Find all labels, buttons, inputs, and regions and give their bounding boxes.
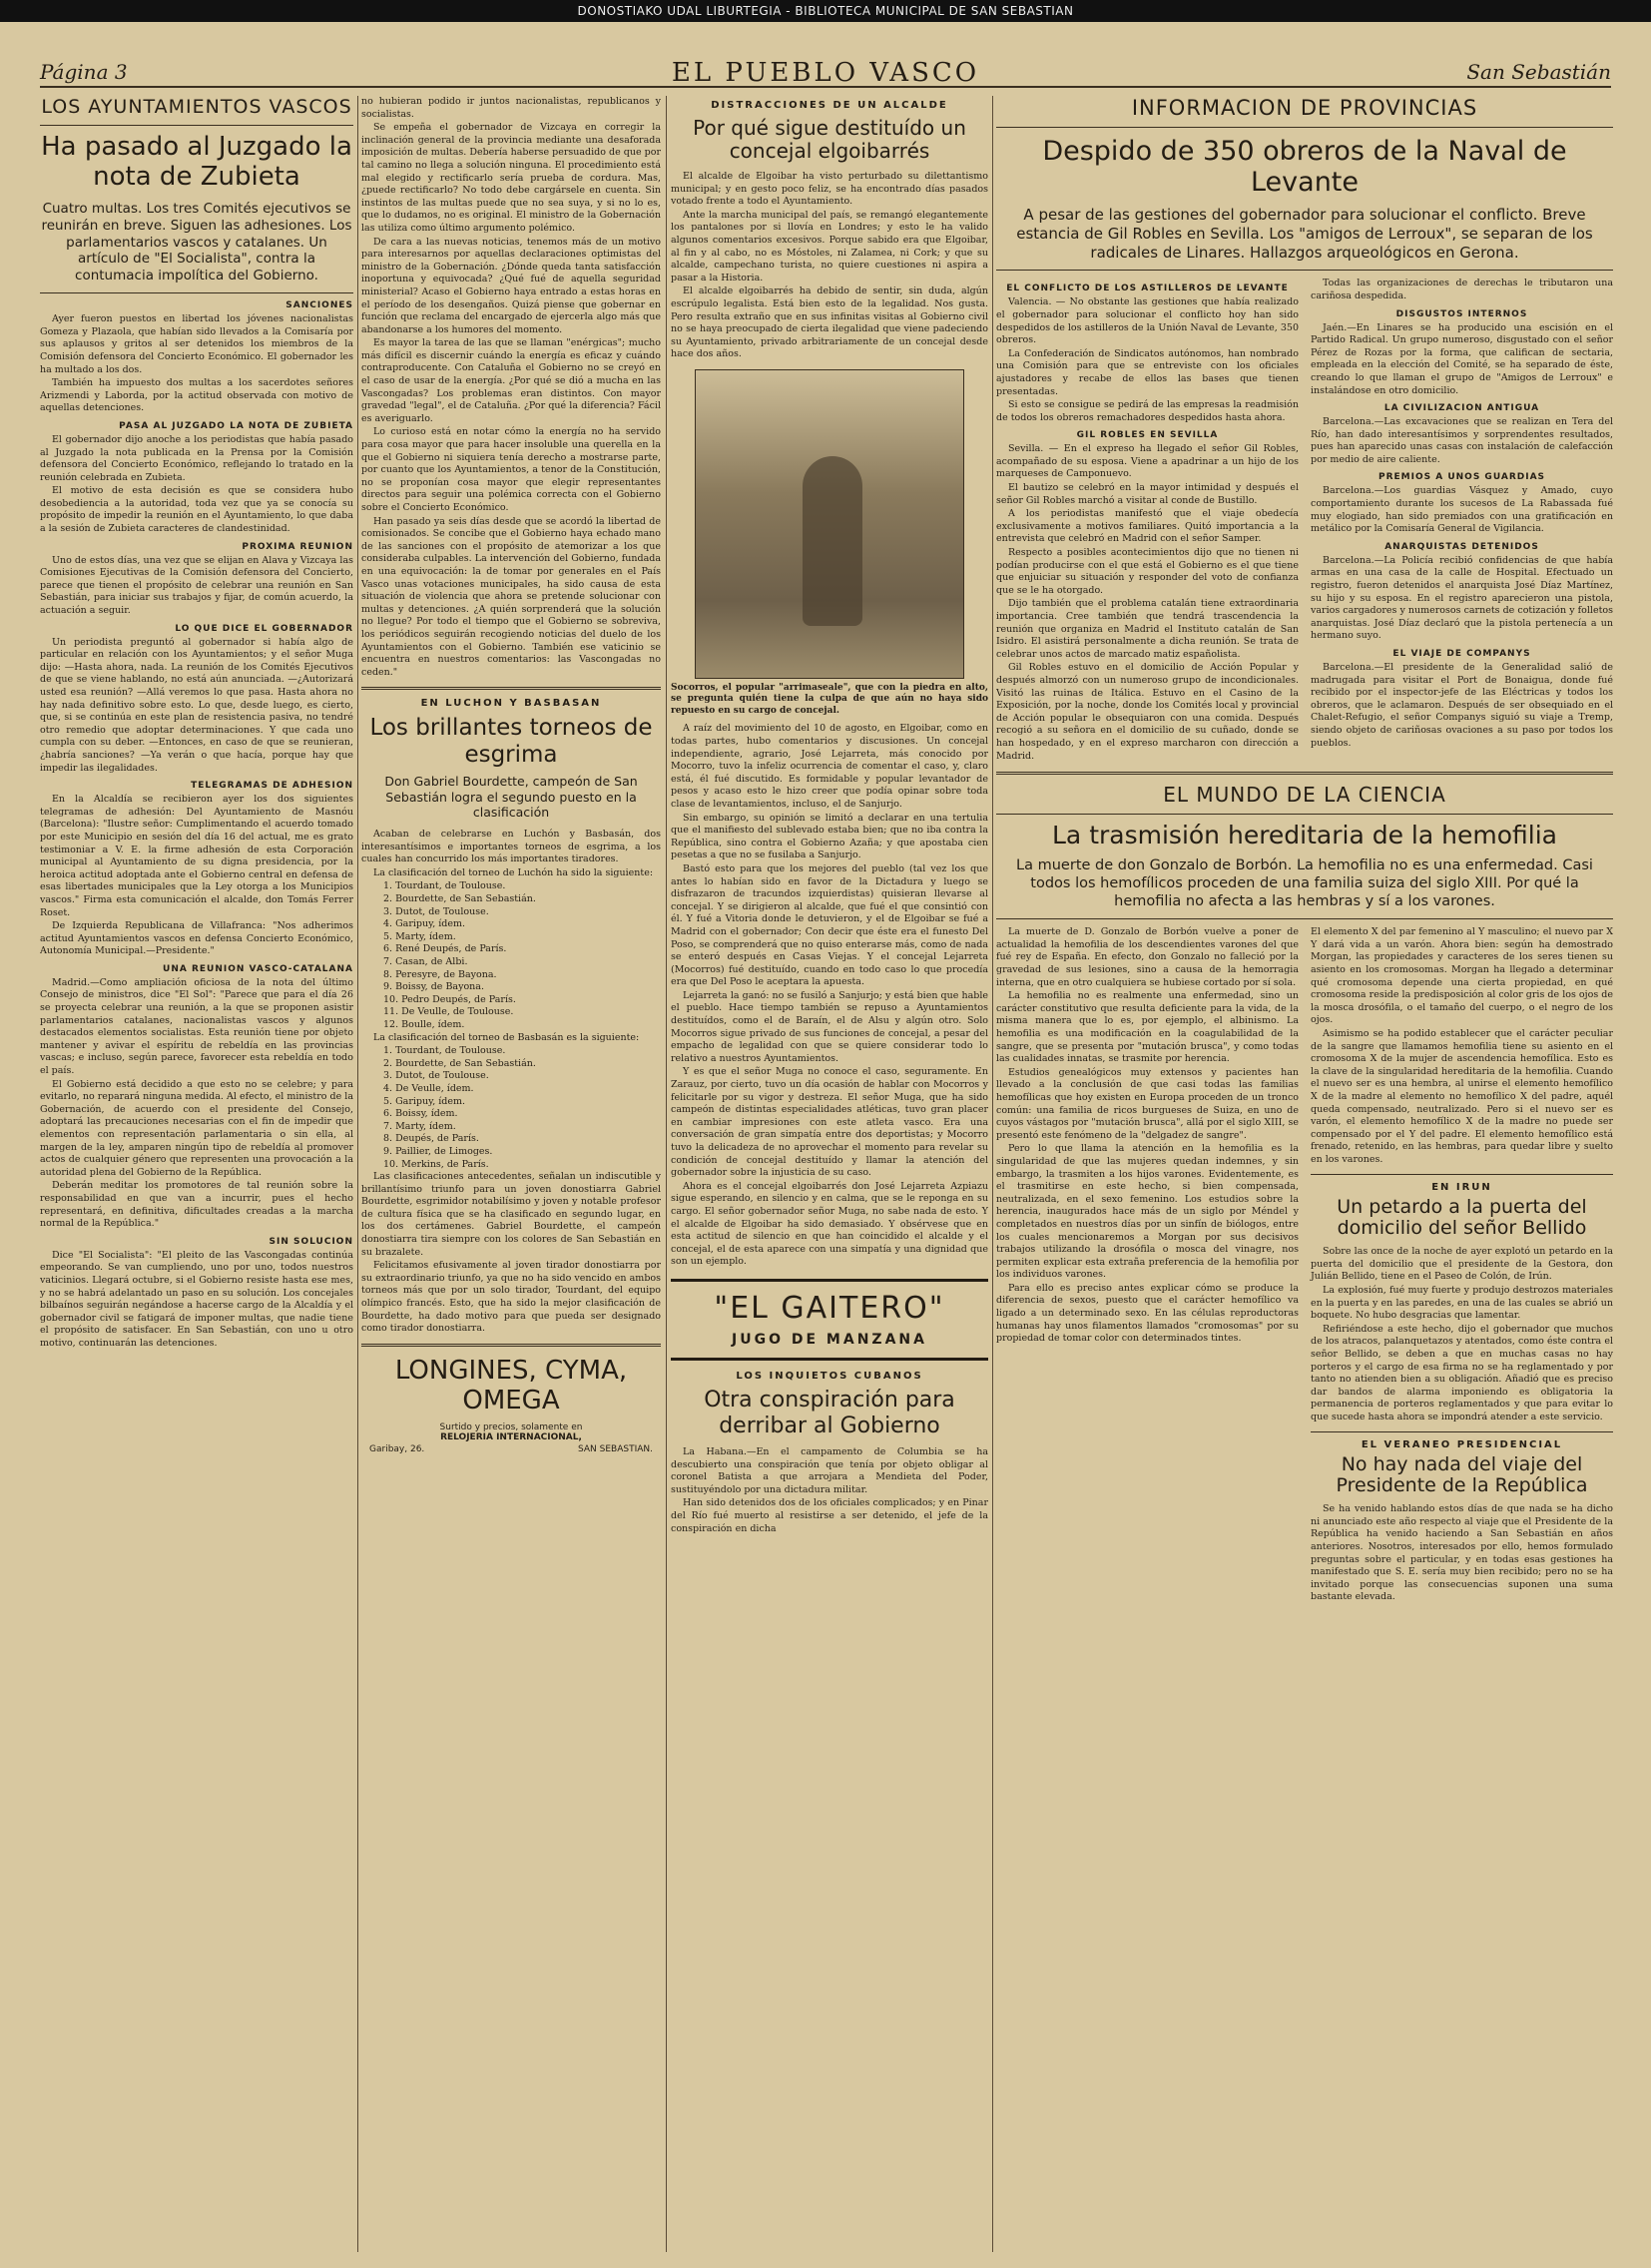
headline-concejal: Por qué sigue destituído un concejal elgoibarrés <box>693 116 966 163</box>
article-body <box>671 723 988 1269</box>
paragraph: Valencia. — No obstante las gestiones que había realizado el gobernador para solucionar el conflicto hoy han sido despedidos de los astilleros de la Unión Naval de Levante, 350 obreros. <box>996 296 1299 346</box>
page-header <box>40 58 1611 88</box>
paragraph: Sobre las once de la noche de ayer explotó un petardo en la puerta del domicilio que el presidente de la Gestora, don Julián Bellido, tiene en el Paseo de Colón, de Irún. <box>1311 1246 1613 1283</box>
subhead: SANCIONES <box>285 300 353 311</box>
article-body <box>40 434 353 536</box>
kicker: EL VERANEO PRESIDENCIAL <box>1361 1438 1563 1450</box>
article-body <box>1311 485 1613 535</box>
kicker: DISTRACCIONES DE UN ALCALDE <box>711 100 948 111</box>
paragraph: Han sido detenidos dos de los oficiales complicados; y en Pinar del Río fué muerto al resistirse a ser detenido, el jefe de la conspiración en dicha <box>671 1497 988 1534</box>
paragraph: Refiriéndose a este hecho, dijo el gobernador que muchos de los atracos, palanquetazos y atentados, como éste contra el señor Bellido, se deben a que en muchas casas no hay porteros y el cargo de esa firma no se ha reglamentado y por tanto no atienden bien a su obligación. Añadió que es preciso dar bandos de alarma imponiendo es obligatoria la permanencia de porteros reglamentados y que para evitar lo que sucede hasta ahora se impondrá atender a este servicio. <box>1311 1323 1613 1422</box>
subhead: PASA AL JUZGADO LA NOTA DE ZUBIETA <box>119 420 353 431</box>
deck-zubieta: Cuatro multas. Los tres Comités ejecutivos se reunirán en breve. Siguen las adhesiones. Los parlamentarios vascos y catalanes. Un artículo de "El Socialista", contra la contumacia impolítica del Gobierno. <box>41 200 352 284</box>
photo-caption: Socorros, el popular "arrimaseale", que con la piedra en alto, se pregunta quién tiene la culpa de que aún no haya sido repuesto en su cargo de concejal. <box>671 682 988 716</box>
deck-naval: A pesar de las gestiones del gobernador para solucionar el conflicto. Breve estancia de Gil Robles en Sevilla. Los "amigos de Lerroux", se separan de los radicales de Linares. Hallazgos arqueológicos en Gerona. <box>1016 206 1593 262</box>
list-item: 7. Casan, de Albi. <box>383 956 468 967</box>
deck-esgrima: Don Gabriel Bourdette, campeón de San Sebastián logra el segundo puesto en la clasificación <box>384 774 638 821</box>
list-item: 5. Garipuy, ídem. <box>383 1095 466 1107</box>
article-body <box>996 296 1299 424</box>
article-body <box>361 1171 661 1336</box>
list-item: 2. Bourdette, de San Sebastián. <box>383 893 536 905</box>
headline-cuba: Otra conspiración para derribar al Gobierno <box>704 1388 955 1438</box>
list-item: 3. Dutot, de Toulouse. <box>383 905 489 917</box>
list-item: 12. Boulle, ídem. <box>383 1018 465 1030</box>
paragraph: no hubieran podido ir juntos nacionalistas, republicanos y socialistas. <box>361 96 661 120</box>
paragraph: El motivo de esta decisión es que se considera hubo desobediencia a la autoridad, toda vez que ya se conocía su propósito de impedir la reunión en el Ayuntamiento, lo que daba a la sesión de Zubieta caracteres de clandestinidad. <box>40 485 353 535</box>
ad-title: "EL GAITERO" <box>714 1290 945 1326</box>
ad-city: SAN SEBASTIAN. <box>578 1443 653 1454</box>
list-item: 5. Marty, ídem. <box>383 930 456 942</box>
list-item: 9. Paillier, de Limoges. <box>383 1145 493 1157</box>
paragraph: Deberán meditar los promotores de tal reunión sobre la responsabilidad en que van a incurrir, pues el hecho representará, en definitiva, dificultades creadas a la marcha normal de la República." <box>40 1180 353 1230</box>
paragraph: Las clasificaciones antecedentes, señalan un indiscutible y brillantísimo triunfo para un joven donostiarra Gabriel Bourdette, esgrimidor notabilísimo y joven y notable profesor de cultura física que se ha clasificado en segundo lugar, en los dos certámenes. Gabriel Bourdette, el campeón donostiarra tira siempre con los colores de San Sebastián en su brazalete. <box>361 1171 661 1258</box>
paragraph: Se ha venido hablando estos días de que nada se ha dicho ni anunciado este año respecto al viaje que el Presidente de la República ha venido haciendo a San Sebastián en años anteriores. Nosotros, interesados por ello, hemos formulado preguntas sobre el particular, y en todas esas gestiones ha manifestado que S. E. sería muy bien recibido; pero no se ha invitado porque las consecuencias suponen una suma bastante elevada. <box>1311 1503 1613 1603</box>
article-body <box>1311 555 1613 643</box>
paragraph: El gobernador dijo anoche a los periodistas que había pasado al Juzgado la nota publicada en la Prensa por la Comisión defensora del Concierto Económico, reflejando lo tratado en la reunión celebrada en Zubieta. <box>40 433 353 483</box>
column-1 <box>40 96 353 2252</box>
list-item: 6. Boissy, ídem. <box>383 1108 458 1120</box>
article-body <box>40 637 353 776</box>
paragraph: El elemento X del par femenino al Y masculino; el nuevo par X Y dará vida a un varón. Ahora bien: según ha demostrado Morgan, las propiedades y caracteres de los seres tienen su asiento en los cromosomas. Morgan ha llegado a determinar qué cromosoma depende una cierta propiedad, en qué cromosoma reside la predisposición al color gris de los ojos de la mosca drosófila, o el tamaño del cuerpo, o el negro de los ojos. <box>1311 926 1613 1026</box>
article-body <box>1311 926 1613 1166</box>
ranking-luchon <box>361 880 661 1031</box>
headline-naval: Despido de 350 obreros de la Naval de Levante <box>1042 136 1567 199</box>
paragraph: Acaban de celebrarse en Luchón y Basbasán, dos interesantísimos e importantes torneos de esgrima, a los cuales han concurrido los más importantes tiradores. <box>361 829 661 865</box>
ad-shop: RELOJERIA INTERNACIONAL, <box>440 1431 582 1442</box>
article-body <box>996 443 1299 763</box>
paragraph: Un periodista preguntó al gobernador si había algo de particular en relación con los Ayuntamientos; y el señor Muga dijo: —Hasta ahora, nada. La reunión de los Comités Ejecutivos de que se viene hablando, no está aún anunciada. —¿Autorizará usted esa reunión? —Allá veremos lo que pasa. Hasta ahora no hay nada definitivo sobre esto. Lo que, desde luego, es cierto, que, si se continúa en este plan de resistencia pasiva, no tendré otro remedio que adoptar determinaciones. Y que cada uno cumpla con su deber. —Entonces, en caso de que se reunieran, ¿habría sanciones? —Ya verán o que hacía, porque hay que impedir las ilegalidades. <box>40 636 353 774</box>
paragraph: Barcelona.—Las excavaciones que se realizan en Tera del Río, han dado interesantísimos y sorprendentes resultados, pues han aparecido unas casas con instalación de calefacción por medio de aire caliente. <box>1311 416 1613 465</box>
article-body <box>996 926 1299 1346</box>
subhead: UNA REUNION VASCO-CATALANA <box>163 963 353 974</box>
paragraph: Y es que el señor Muga no conoce el caso, seguramente. En Zarauz, por cierto, tuvo un día ocasión de hablar con Mocorros y felicitarle por su vigor y destreza. El señor Muga, que ha sido campeón de distintas especialidades atléticas, tuvo gran placer en cambiar impresiones con este atleta vasco. Era una conversación de gran simpatía entre dos deportistas; y Mocorro tuvo la delicadeza de no aprovechar el momento para revelar su condición de concejal destituído y llamar la atención del gobernador sobre la injusticia de su caso. <box>671 1066 988 1179</box>
paragraph: Uno de estos días, una vez que se elijan en Alava y Vizcaya las Comisiones Ejecutivas de la Comisión defensora del Concierto, parece que tienen el propósito de celebrar una reunión en San Sebastián, para iniciar sus trabajos y fijar, de común acuerdo, la actuación a seguir. <box>40 554 353 617</box>
article-body <box>40 1250 353 1351</box>
advertisement-gaitero <box>671 1279 988 1362</box>
column-rule <box>357 96 358 2252</box>
list-item: 11. De Veulle, de Toulouse. <box>383 1006 514 1018</box>
headline-hemofilia: La trasmisión hereditaria de la hemofilia <box>1052 821 1557 850</box>
subhead: ANARQUISTAS DETENIDOS <box>1384 541 1539 552</box>
article-body <box>1311 1503 1613 1604</box>
paragraph: Dice "El Socialista": "El pleito de las Vascongadas continúa empeorando. Se van cumpliendo, uno por uno, todos nuestros vaticinios. Llegará octubre, si el Gobierno resiste hasta ese mes, y no se habrá adelantado un paso en su solución. Los concejales bilbaínos seguirán negándose a hacerse cargo de la Alcaldía y el gobernador civil se fatigará de imponer multas, que nadie tiene el propósito de satisfacer. En San Sebastián, con uno u otro motivo, continuarán las detenciones. <box>40 1249 353 1349</box>
list-item: 1. Tourdant, de Toulouse. <box>383 1045 506 1057</box>
list-item: 4. De Veulle, ídem. <box>383 1082 474 1094</box>
paragraph: A raíz del movimiento del 10 de agosto, en Elgoibar, como en todas partes, hubo comentarios y discusiones. Un concejal independiente, agrario, José Lejarreta, más conocido por Mocorro, tuvo la infeliz ocurrencia de comentar el caso, y, claro está, él fué discutido. Es formidable y popular levantador de pesos y acaso esto le hizo creer que podía opinar sobre toda clase de levantamientos, incluso, el de Sanjurjo. <box>671 723 988 810</box>
paragraph: Felicitamos efusivamente al joven tirador donostiarra por su extraordinario triunfo, ya que no ha sido vencido en ambos torneos más que por un solo tirador, Tourdant, del equipo olímpico francés. Esto, que ha sido la mejor clasificación de Bourdette, ha dado motivo para que pueda ser designado como tirador donostiarra. <box>361 1260 661 1335</box>
paragraph: La clasificación del torneo de Luchón ha sido la siguiente: <box>373 866 654 878</box>
paragraph: Ayer fueron puestos en libertad los jóvenes nacionalistas Gomeza y Plazaola, que habían sido llevados a la Comisaría por sus aplausos y gritos al ser detenidos los miembros de la Comisión defensora del Concierto Económico. El gobernador les ha multado a los dos. <box>40 313 353 375</box>
article-body <box>671 171 988 361</box>
two-column-block <box>996 926 1613 1605</box>
ad-subtitle: Surtido y precios, solamente en <box>439 1421 583 1432</box>
paragraph: La Habana.—En el campamento de Columbia se ha descubierto una conspiración que tenía por objeto obligar al coronel Batista a que arrojara a Mendieta del Poder, sustituyéndolo por una dictadura militar. <box>671 1446 988 1495</box>
list-item: 8. Deupés, de París. <box>383 1133 479 1145</box>
city-label: San Sebastián <box>1466 60 1611 84</box>
column-3 <box>671 96 988 2252</box>
paragraph: Barcelona.—Los guardias Vásquez y Amado, cuyo comportamiento durante los sucesos de La Rabassada fué muy elogiado, han sido premiados con una gratificación en metálico por la Comisaría General de Vigilancia. <box>1311 485 1613 535</box>
article-body <box>1311 278 1613 302</box>
paragraph: Barcelona.—La Policía recibió confidencias de que había armas en una casa de la calle de Hospital. Efectuado un registro, fueron detenidos el anarquista José Díaz Martínez, su hijo y su esposa. En el registro aparecieron una pistola, varios cargadores y numerosos carnets de cotización y folletos anarquistas. José Díaz declaró que la pistola pertenecía a un hermano suyo. <box>1311 554 1613 642</box>
headline-esgrima: Los brillantes torneos de esgrima <box>369 715 653 768</box>
list-item: 2. Bourdette, de San Sebastián. <box>383 1057 536 1069</box>
subhead: LO QUE DICE EL GOBERNADOR <box>175 623 353 634</box>
paragraph: Jaén.—En Linares se ha producido una escisión en el Partido Radical. Un grupo numeroso, disgustado con el señor Pérez de Rozas por la forma, que califican de sectaria, empleada en la elección del Comité, se ha separado de éste, creando lo que llaman el grupo de "Amigos de Lerroux" e instalándose en otro domicilio. <box>1311 321 1613 396</box>
list-item: 4. Garipuy, ídem. <box>383 918 466 930</box>
paragraph: El alcalde elgoibarrés ha debido de sentir, sin duda, algún escrúpulo legalista. Está bien esto de la legalidad. Nos gusta. Pero resulta extraño que en sus infinitas visitas al Gobierno civil no se haya preocupado de cierta ilegalidad que viene padeciendo su Ayuntamiento, privado arbitrariamente de un concejal desde hace dos años. <box>671 285 988 360</box>
article-body <box>361 829 661 879</box>
ranking-basbasan <box>361 1045 661 1171</box>
kicker: LOS INQUIETOS CUBANOS <box>736 1371 923 1383</box>
list-item: 1. Tourdant, de Toulouse. <box>383 880 506 892</box>
subcolumn-left <box>996 926 1299 1605</box>
kicker: EN IRUN <box>1431 1181 1492 1193</box>
column-rule <box>992 96 993 2252</box>
news-photo <box>695 369 964 679</box>
subhead: PREMIOS A UNOS GUARDIAS <box>1377 472 1546 483</box>
newspaper-title: EL PUEBLO VASCO <box>671 58 980 88</box>
paragraph: Lejarreta la ganó: no se fusiló a Sanjurjo; y está bien que hable el pueblo. Hace tiempo también se repuso a Ayuntamientos destituídos, como el de Baraín, el de Alsu y algún otro. Solo Mocorros sigue privado de sus funciones de concejal, a pesar del empacho de legalidad con que se quiere considerar todo lo relativo a nuestros Ayuntamientos. <box>671 989 988 1064</box>
paragraph: Bastó esto para que los mejores del pueblo (tal vez los que antes lo habían sido en favor de la Dictadura y luego se disfrazaron de tracundos izquierdistas) quisieran llevarse al concejal. Y se dirigieron al alcalde, que fué el que consintió con él. Y fué a Vitoria donde le detuvieron, y el de Elgoibar se fué a Madrid con el gobernador; Con decir que éste era el funesto Del Poso, se comprenderá que no quiso enterarse más, como de nada se enteró después en Casas Viejas. Y el concejal Lejarreta (Mocorros) fué destituído, cuando en todo caso lo que procedía era que Del Poso le aceptara la apuesta. <box>671 862 988 988</box>
paragraph: Todas las organizaciones de derechas le tributaron una cariñosa despedida. <box>1311 278 1613 301</box>
paragraph: La muerte de D. Gonzalo de Borbón vuelve a poner de actualidad la hemofilia de los descendientes varones del que fué rey de España. En efecto, don Gonzalo no falleció por la gravedad de sus lesiones, sino a causa de la hemorragia interna, que en otro cualquiera se hubiese cortado por sí sola. <box>996 926 1299 988</box>
subhead: DISGUSTOS INTERNOS <box>1395 308 1528 319</box>
column-4 <box>996 96 1613 2252</box>
paragraph: El bautizo se celebró en la mayor intimidad y después el señor Gil Robles marchó a visitar al conde de Bustillo. <box>996 482 1299 506</box>
article-body <box>40 555 353 618</box>
column-2 <box>361 96 661 2252</box>
paragraph: El alcalde de Elgoibar ha visto perturbado su dilettantismo municipal; y en gesto poco feliz, se ha encontrado días pasados votado frente a todo el Ayuntamiento. <box>671 171 988 208</box>
subhead: GIL ROBLES EN SEVILLA <box>1076 430 1219 441</box>
paragraph: Ahora es el concejal elgoibarrés don José Lejarreta Azpiazu sigue esperando, en silencio y en calma, que se le reponga en su cargo. El señor gobernador señor Muga, no sabe nada de esto. Y el alcalde de Elgoibar ha sido demasiado. Y obsérvese que en esta actitud de silencio en que han coincidido el alcalde y el concejal, el de esta aparece con una simpatía y una dignidad que son un ejemplo. <box>671 1180 988 1268</box>
article-body <box>40 794 353 958</box>
article-body <box>361 1032 661 1045</box>
column-rule <box>666 96 667 2252</box>
paragraph: Pero lo que llama la atención en la hemofilia es la singularidad de que las mujeres quedan indemnes, y sin embargo, la trasmiten a los hijos varones. Evidentemente, es el trasmitirse en este hecho, si bien compensada, neutralizada, en el sexo femenino. Los estudios sobre la herencia, inaugurados hace más de un siglo por Méndel y completados en nuestros días por un sinfín de biólogos, entre los cuales mencionaremos a Morgan por sus decisivos trabajos utilizando la drosófila o mosca del vinagre, nos permiten explicar esta extraña preferencia de la hemofilia por los individuos varones. <box>996 1143 1299 1281</box>
article-body <box>671 1446 988 1535</box>
list-item: 3. Dutot, de Toulouse. <box>383 1070 489 1082</box>
section-title: EL MUNDO DE LA CIENCIA <box>1163 783 1446 808</box>
ad-address: Garibay, 26. <box>369 1443 425 1454</box>
deck-hemofilia: La muerte de don Gonzalo de Borbón. La hemofilia no es una enfermedad. Casi todos los hemofílicos proceden de una familia suiza del siglo XIII. Por qué la hemofilia no afecta a las hembras y sí a los varones. <box>1016 856 1593 910</box>
paragraph: Barcelona.—El presidente de la Generalidad salió de madrugada para visitar el Port de Bonaigua, donde fué recibido por el inspector-jefe de las Eléctricas y todos los obreros, que le aclamaron. Después de ser obsequiado en el Chalet-Refugio, el señor Companys siguió su viaje a Tremp, siendo objeto de cariñosas ovaciones a su paso por todos los pueblos. <box>1311 662 1613 749</box>
list-item: 10. Pedro Deupés, de París. <box>383 993 516 1005</box>
paragraph: Si esto se consigue se pedirá de las empresas la readmisión de todos los obreros remachadores despedidos hasta ahora. <box>996 399 1299 423</box>
headline-presidente: No hay nada del viaje del Presidente de la República <box>1336 1452 1588 1497</box>
page-number: Página 3 <box>40 60 128 84</box>
paragraph: Madrid.—Como ampliación oficiosa de la nota del último Consejo de ministros, dice "El Sol": "Parece que para el día 26 se proyecta celebrar una reunión, a la que se proponen asistir parlamentarios catalanes, nacionalistas vascos y algunos destacados elementos socialistas. Esta reunión tiene por objeto mantener y avivar el espíritu de rebeldía en las provincias vascas; e incluso, según parece, favorecer esta rebeldía en todo el país. <box>40 976 353 1077</box>
subhead: SIN SOLUCION <box>269 1236 353 1247</box>
paragraph: Dijo también que el problema catalán tiene extraordinaria importancia. Cree también que tendrá trascendencia la reunión que organiza en Madrid el Instituto catalán de San Isidro. El asistirá personalmente a dicha reunión. Se trata de celebrar unos actos de marcado matiz españolista. <box>996 598 1299 660</box>
paragraph: De cara a las nuevas noticias, tenemos más de un motivo para interesarnos por aquellas declaraciones optimistas del ministro de la Gobernación. ¿Dónde queda tanta satisfacción inoportuna y equivocada? ¿Qué fué de aquella seguridad ministerial? Acaso el Gobierno haya entrado a estas horas en el período de los desengaños. Quizá piense que gobernar en función que reclama del encargado de ejercerla algo más que abandonarse a los humores del momento. <box>361 236 661 335</box>
paragraph: De Izquierda Republicana de Villafranca: "Nos adherimos actitud Ayuntamientos vascos en defensa Concierto Económico, Autonomía Municipal.—Presidente." <box>40 920 353 957</box>
paragraph: En la Alcaldía se recibieron ayer los dos siguientes telegramas de adhesión: Del Ayuntamiento de Masnóu (Barcelona): "Ilustre señor: Cumplimentando el acuerdo tomado por este Municipio en sesión del día 16 del actual, me es grato testimoniar a V. E. la firme adhesión de esta Corporación municipal al Ayuntamiento de su digna presidencia, por la heroica actitud adoptada ante el Gobierno central en defensa de esas libertades municipales que la Ley otorga a los Municipios vascos." Firma esta comunicación el alcalde, don Tomás Ferrer Roset. <box>40 794 353 918</box>
paragraph: Han pasado ya seis días desde que se acordó la libertad de comisionados. Se concibe que el Gobierno haya echado mano de las sanciones con el propósito de atemorizar a los que consideraba culpables. La intervención del Gobierno, fundada en una equivocación: la de tomar por generales en el País Vasco unas votaciones municipales, ha sido causa de esta situación de violencia que ahora se pretende solucionar con multas y detenciones. ¿A quién sorprenderá que la solución no llegue? Por todo el tiempo que el Gobierno se sobreviva, los periódicos seguirán recogiendo noticias del duelo de los Ayuntamientos con el Gobierno. También ese vaticinio se encuentra en nuestros comentarios: las Vascongadas no ceden." <box>361 515 661 678</box>
advertisement-watches <box>361 1357 661 1456</box>
ad-title: LONGINES, CYMA, OMEGA <box>394 1355 628 1416</box>
article-body <box>1311 662 1613 750</box>
paragraph: Asimismo se ha podido establecer que el carácter peculiar de la sangre que llamamos hemofilia tiene su asiento en el cromosoma X de la mujer de ascendencia hemofílica. Esto es la clave de la singularidad hereditaria de la hemofilia. Cuando el nuevo ser es una hembra, al unirse el elemento hemofílico X de la madre al elemento no hemofílico X del padre, aquél queda compensado, neutralizado. Pero si el nuevo ser es varón, el elemento hemofílico X de la madre no puede ser compensado por el Y del padre. El elemento hemofílico está frenado, retenido, en las hembras, para quedar libre y suelto en los varones. <box>1311 1028 1613 1165</box>
paragraph: Respecto a posibles acontecimientos dijo que no tienen ni podían producirse con el que está el Gobierno es el que tiene que enjuiciar su situación y responder del voto de confianza que se le ha otorgado. <box>996 547 1299 596</box>
paragraph: La hemofilia no es realmente una enfermedad, sino un carácter constitutivo que resulta deficiente para la vida, de la misma manera que lo es, por ejemplo, el albinismo. La hemofilia es una modificación en la coagulabilidad de la sangre, que se presenta por "mutación brusca", y como todas las cualidades innatas, se trasmite por herencia. <box>996 990 1299 1065</box>
list-item: 7. Marty, ídem. <box>383 1120 456 1132</box>
article-body <box>1311 1246 1613 1423</box>
paragraph: Estudios genealógicos muy extensos y pacientes han llevado a la conclusión de que casi todas las familias hemofílicas que hoy existen en Europa proceden de un tronco común: una familia de ricos burgueses de Suiza, en uno de cuyos vástagos por "mutación brusca", allá por el siglo XIII, se presentó este fenómeno de la "delgadez de sangre". <box>996 1066 1299 1141</box>
list-item: 9. Boissy, de Bayona. <box>383 981 484 993</box>
article-body <box>1311 322 1613 398</box>
kicker: EN LUCHON Y BASBASAN <box>420 698 602 710</box>
subhead: EL CONFLICTO DE LOS ASTILLEROS DE LEVANTE <box>1006 284 1289 294</box>
paragraph: La clasificación del torneo de Basbasán es la siguiente: <box>373 1031 640 1043</box>
subcolumn-right <box>1311 926 1613 1605</box>
paragraph: Lo curioso está en notar cómo la energía no ha servido para cosa mayor que para hacer insoluble una querella en la que el Gobierno ni siquiera tenía derecho a mostrarse parte, por cuanto que los Ayuntamientos, a tenor de la Constitución, no se proponían cosa mayor que elegir representantes directos para seguir una polémica correcta con el Gobierno sobre el Concierto Económico. <box>361 426 661 513</box>
subcolumn-left <box>996 278 1299 764</box>
subhead: LA CIVILIZACION ANTIGUA <box>1383 403 1540 414</box>
article-body <box>40 313 353 415</box>
paragraph: Para ello es preciso antes explicar cómo se produce la diferencia de sexos, puesto que el carácter hemofílico va ligado a un determinado sexo. En las células reproductoras humanas hay unos filamentos llamados "cromosomas" por su propiedad de tomar color con determinados tintes. <box>996 1282 1299 1345</box>
paragraph: El Gobierno está decidido a que esto no se celebre; y para evitarlo, no reparará ninguna medida. Al efecto, el ministro de la Gobernación, de acuerdo con el presidente del Consejo, adoptará las precauciones necesarias con el fin de impedir que elementos con representación parlamentaria o sin ella, al margen de la ley, amparen ningún tipo de rebeldía al promover actos de cualquier género que representen una provocación a la autoridad plena del Gobierno de la República. <box>40 1078 353 1178</box>
article-body <box>40 977 353 1231</box>
archive-banner: DONOSTIAKO UDAL LIBURTEGIA - BIBLIOTECA MUNICIPAL DE SAN SEBASTIAN <box>0 0 1651 22</box>
article-body <box>361 96 661 679</box>
headline-zubieta: Ha pasado al Juzgado la nota de Zubieta <box>41 132 352 192</box>
paragraph: Es mayor la tarea de las que se llaman "enérgicas"; mucho más difícil es discernir cuándo la energía es eficaz y cuándo contraproducente. Con Cataluña el Gobierno no se creyó en el caso de usar de la energía. ¿Por qué se dió a mucha en las Vascongadas? Los problemas eran distintos. Con mayor gravedad "legal", el de Cataluña. ¿Por qué la diferencia? Fácil es averiguarlo. <box>361 337 661 424</box>
ad-subtitle: JUGO DE MANZANA <box>732 1332 927 1349</box>
paragraph: Sevilla. — En el expreso ha llegado el señor Gil Robles, acompañado de su esposa. Viene a apadrinar a un hijo de los marqueses de Camponuevo. <box>996 443 1299 480</box>
section-title: LOS AYUNTAMIENTOS VASCOS <box>41 96 352 118</box>
two-column-block <box>996 278 1613 764</box>
paragraph: Sin embargo, su opinión se limitó a declarar en una tertulia que el manifiesto del sublevado estaba bien; que no iba contra la República, sino contra el Gobierno Azaña; y que apostaba cien pesetas a que no se fusilaba a Sanjurjo. <box>671 812 988 861</box>
paragraph: Ante la marcha municipal del país, se remangó elegantemente los pantalones por si llovía en Londres; y esto le ha valido algunos comentarios excesivos. Porque sabido era que Elgoibar, al fin y al cabo, no es Móstoles, ni Zalamea, ni Cork; y que su alcalde, campechano turista, no quiere cuestiones ni aspira a pasar a la Historia. <box>671 209 988 284</box>
paragraph: Se empeña el gobernador de Vizcaya en corregir la inclinación general de la provincia mediante una desaforada imposición de multas. Debería haberse persuadido de que por tal camino no llega a solución ninguna. El procedimiento está mal elegido y rectificarlo sería prueba de cordura. Mas, ¿puede rectificarlo? No todo debe cargársele en cuenta. Sin instintos de las multas puede que no sea suya, y si no lo es, que lo dudamos, no es original. El ministro de la Gobernación las utiliza como último argumento polémico. <box>361 122 661 234</box>
subhead: PROXIMA REUNION <box>242 541 353 552</box>
paragraph: A los periodistas manifestó que el viaje obedecía exclusivamente a motivos familiares. Quitó importancia a la entrevista que celebró en Madrid con el señor Samper. <box>996 508 1299 545</box>
paragraph: La Confederación de Sindicatos autónomos, han nombrado una Comisión para que se entreviste con los oficiales ajustadores y recabe de ellos las bases que tienen presentadas. <box>996 347 1299 397</box>
paragraph: Gil Robles estuvo en el domicilio de Acción Popular y después almorzó con un numeroso grupo de incondicionales. Visitó las ruinas de Itálica. Estuvo en el Casino de la Exposición, por la noche, donde los Comités local y provincial de Acción popular le obsequiaron con una comida. Después recogió a su señora en el domicilio de su cuñado, donde se han hospedado, y en el expreso marcharon con dirección a Madrid. <box>996 662 1299 762</box>
subhead: EL VIAJE DE COMPANYS <box>1392 649 1531 659</box>
subcolumn-right <box>1311 278 1613 764</box>
list-item: 10. Merkins, de París. <box>383 1158 489 1170</box>
subhead: TELEGRAMAS DE ADHESION <box>191 781 353 792</box>
section-title: INFORMACION DE PROVINCIAS <box>1131 96 1478 120</box>
paragraph: La explosión, fué muy fuerte y produjo destrozos materiales en la puerta y en las paredes, en una de las cuales se abrió un boquete. No hubo desgracias que lamentar. <box>1311 1285 1613 1322</box>
ad-address-line <box>361 1442 661 1456</box>
paragraph: También ha impuesto dos multas a los sacerdotes señores Arizmendi y Laborda, por la actitud observada con motivo de aquellas detenciones. <box>40 377 353 414</box>
headline-petardo: Un petardo a la puerta del domicilio del señor Bellido <box>1337 1195 1587 1240</box>
list-item: 6. René Deupés, de París. <box>383 943 507 955</box>
list-item: 8. Peresyre, de Bayona. <box>383 968 497 980</box>
article-body <box>1311 416 1613 466</box>
